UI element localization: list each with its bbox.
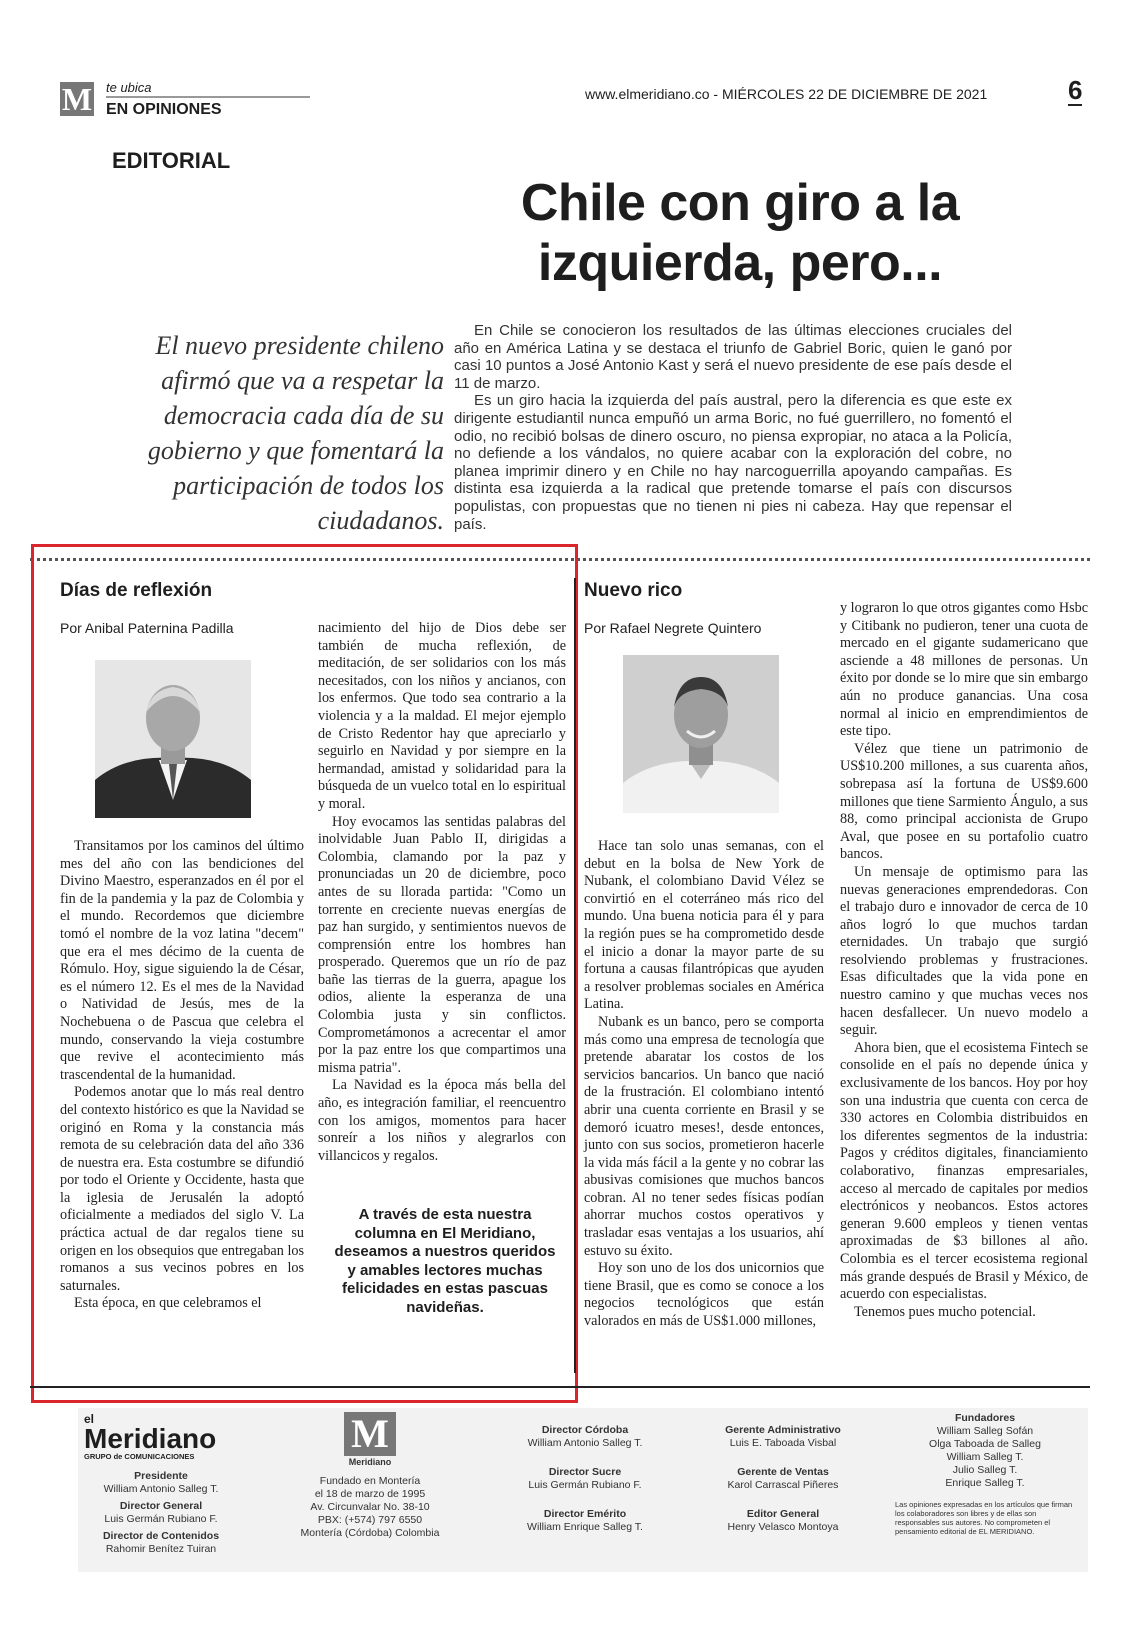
address-line: el 18 de marzo de 1995 — [314, 1488, 426, 1500]
article-column — [840, 600, 1088, 1321]
staff-name: Karol Carrascal Piñeres — [727, 1479, 839, 1491]
footer-founders-column — [895, 1412, 1075, 1536]
article-paragraph: Un mensaje de optimismo para las nuevas generaciones emprendedoras. Con el trabajo duro e innovador de cerca de 10 años logró lo que muchos tardan eternidades. Un trabajo que surgió resolviendo problemas y frustraciones. Esas dificultades que la vida pone en nuestro camino y que muchas veces nos hacen desfallecer. Un nuevo modelo a seguir. — [840, 863, 1088, 1039]
section-label: EN OPINIONES — [106, 101, 222, 118]
logo-caption: Meridiano — [348, 1457, 392, 1467]
staff-role: Gerente de Ventas — [737, 1466, 829, 1478]
editorial-body — [454, 322, 1012, 533]
article-paragraph: Transitamos por los caminos del último mes del año con las bendiciones del Divino Maestro, esperanzados en él por el fin de la pandemia y la paz de Colombia y el mundo. Recordemos que diciembre tomó el nombre de la voz latina "decem" que era el mes décimo de la cuenta de Rómulo. Hoy, sigue siguiendo la de César, es el número 12. Es el mes de la Navidad o Natividad de Jesús, mes de la Nochebuena o de Pascua que celebra el mundo, conservando la vieja costumbre que revive el acontecimiento más trascendental de la humanidad. — [60, 838, 304, 1083]
staff-name: William Enrique Salleg T. — [527, 1521, 643, 1533]
headline: Chile con giro a la izquierda, pero... — [520, 174, 960, 292]
staff-role: Presidente — [134, 1470, 188, 1482]
article-paragraph: Vélez que tiene un patrimonio de US$10.200 millones, a sus cuarenta años, sobrepasa así la fortuna de US$9.600 millones que tiene Sarmiento Ángulo, a sus 88, como principal accionista de Grupo Aval, que posee en su portafolio cuatro bancos. — [840, 740, 1088, 863]
article-paragraph: Esta época, en que celebramos el — [74, 1295, 262, 1312]
article-byline: Por Anibal Paternina Padilla — [60, 620, 234, 636]
article-paragraph: Tenemos pues mucho potencial. — [854, 1303, 1036, 1320]
column-divider — [574, 578, 576, 1373]
address-line: Av. Circunvalar No. 38-10 — [310, 1501, 430, 1513]
article-paragraph: La Navidad es la época más bella del año, es integración familiar, el reencuentro con los amigos, momentos para hacer sonreír a los niños y alegrarlos con villancicos y regalos. — [318, 1077, 566, 1164]
article-title: Días de reflexión — [60, 580, 213, 601]
footer-rule — [30, 1386, 1090, 1388]
disclaimer: Las opiniones expresadas en los artículos que firman los colaboradores son libres y de ellas son responsables sus autores. No comprometen el pensamiento editorial de EL MERIDIANO. — [895, 1500, 1073, 1536]
article-paragraph: Hoy evocamos las sentidas palabras del inolvidable Juan Pablo II, dirigidas a Colombia, clamando por la paz y pronunciadas un 20 de diciembre, poco antes de su llorada partida: "Como un torrente en creciente nuevas energías de paz han surgido, y sentimientos nuevos de comprensión entre los hombres han prosperado. Queremos que un río de paz bañe las tierras de la guerra, apague los odios, aliente la esperanza de una Colombia justa y sin conflictos. Comprometámonos a acrecentar el amor por la paz entre los que compartimos una misma patria". — [318, 813, 566, 1076]
address-line: PBX: (+574) 797 6550 — [317, 1514, 423, 1526]
founder-name: Enrique Salleg T. — [945, 1477, 1025, 1489]
header-rule — [106, 96, 310, 98]
dateline[interactable]: www.elmeridiano.co - MIÉRCOLES 22 DE DICIEMBRE DE 2021 — [585, 86, 988, 102]
staff-name: Henry Velasco Montoya — [727, 1521, 839, 1533]
founder-name: Julio Salleg T. — [952, 1464, 1018, 1476]
staff-role: Director Córdoba — [541, 1424, 629, 1436]
article-paragraph: y lograron lo que otros gigantes como Hsbc y Citibank no pudieron, tener una cuota de mercado en el gigante sudamericano que asciende a 48 millones de personas. Un éxito por donde se lo mire que sin embargo aún no produce ganancias. Una cosa normal al inicio en emprendimientos de este tipo. — [840, 600, 1088, 740]
editorial-paragraph: Es un giro hacia la izquierda del país austral, pero la diferencia es que este ex dirigente estudiantil nunca empuñó un arma Boric, no fué guerrillero, no fomentó el odio, no recibió bolsas de dinero oscuro, no piensa expropiar, no ataca a la Policía, no defiende a los vándalos, no quiere acabar con la exploración del cobre, no planea imprimir dinero y en Chile no hay narcoguerrilla apoyando campañas. Es distinta esa izquierda a la radical que pretende tomarse el país con discursos populistas, con propuestas que no tienen ni pies ni cabeza. Hay que repensar el país. — [454, 392, 1012, 533]
staff-role: Director General — [119, 1500, 203, 1512]
staff-name: Luis Germán Rubiano F. — [104, 1513, 218, 1525]
article-column — [60, 838, 304, 1313]
author-portrait-icon — [623, 655, 779, 813]
page-number: 6 — [1068, 75, 1083, 105]
address-line: Montería (Córdoba) Colombia — [300, 1527, 440, 1539]
footer-staff-column — [505, 1424, 665, 1538]
editorial-paragraph: En Chile se conocieron los resultados de las últimas elecciones cruciales del año en América Latina y se destaca el triunfo de Gabriel Boric, quien le ganó por casi 10 puntos a José Antonio Kast y será el nuevo presidente de ese país desde el 11 de marzo. — [454, 322, 1012, 392]
staff-name: Luis E. Taboada Visbal — [729, 1437, 837, 1449]
brand-logo — [84, 1412, 234, 1461]
staff-name: William Antonio Salleg T. — [527, 1437, 643, 1449]
staff-role: Director Emérito — [543, 1508, 627, 1520]
article-column — [584, 838, 824, 1331]
article-paragraph: Nubank es un banco, pero se comporta más como una empresa de tecnología que pretende abaratar los costos de los servicios bancarios. Un banco que nació de la frustración. El colombiano intentó abrir una cuenta corriente en Brasil y se demoró icuatro meses!, desde entonces, junto con sus socios, prometieron hacerle la vida más fácil a la gente y no cobrar las abusivas comisiones que muchos bancos cobran. Al no tener sedes físicas podían ahorrar muchos costos operativos y trasladar esas ventajas a los usuarios, ahí estuvo su éxito. — [584, 1013, 824, 1259]
author-photo — [623, 655, 779, 813]
brand-el: el — [84, 1412, 95, 1426]
article-paragraph: Hoy son uno de los dos unicornios que tiene Brasil, que es como se conoce a los negocios tecnológicos que están valorados en más de US$1.000 millones, — [584, 1260, 824, 1330]
staff-role: Director de Contenidos — [102, 1530, 220, 1542]
author-photo — [95, 660, 251, 818]
article-byline: Por Rafael Negrete Quintero — [584, 620, 762, 636]
author-portrait-icon — [95, 660, 251, 818]
editorial-label: EDITORIAL — [112, 148, 231, 173]
footer-staff-column — [86, 1470, 236, 1560]
founder-name: William Salleg Sofán — [936, 1425, 1034, 1437]
article-column — [318, 620, 566, 1165]
footer-address-column — [300, 1412, 440, 1540]
m-logo-icon: M — [344, 1412, 396, 1456]
staff-name: William Antonio Salleg T. — [103, 1483, 219, 1495]
logo-icon: M — [61, 81, 93, 117]
callout: A través de esta nuestra columna en El Meridiano, deseamos a nuestros queridos y amables lectores muchas felicidades en estas pascuas navideñas. — [334, 1206, 556, 1316]
staff-name: Rahomir Benítez Tuiran — [105, 1543, 217, 1555]
tagline: te ubica — [106, 80, 152, 95]
footer-staff-column — [703, 1424, 863, 1538]
article-paragraph: Hace tan solo unas semanas, con el debut en la bolsa de New York de Nubank, el colombiano David Vélez se convirtió en el coterráneo más rico del mundo. Una buena noticia para él y para la región pues se ha comprometido desde el inicio a donar la mayor parte de su fortuna a causas filantrópicas que ayuden a resolver problemas sociales en América Latina. — [584, 838, 824, 1013]
address-line: Fundado en Montería — [319, 1475, 421, 1487]
pull-quote: El nuevo presidente chileno afirmó que va a respetar la democracia cada día de su gobierno y que fomentará la participación de todos los ciudadanos. — [147, 331, 444, 535]
brand-name: Meridiano — [84, 1423, 217, 1454]
article-paragraph: Podemos anotar que lo más real dentro del contexto histórico es que la Navidad se originó en Roma y la constancia más remota de su celebración data del año 336 de nuestra era. Esta costumbre se difundió por todo el Oriente y Occidente, hasta que la iglesia de Jerusalén la adoptó oficialmente a mediados del siglo V. La práctica actual de dar regalos tiene su origen en los obsequios que entregaban los romanos a sus vecinos pobres en los saturnales. — [60, 1084, 304, 1294]
staff-name: Luis Germán Rubiano F. — [528, 1479, 642, 1491]
staff-role: Director Sucre — [548, 1466, 622, 1478]
staff-role: Editor General — [746, 1508, 820, 1520]
founder-name: Olga Taboada de Salleg — [929, 1438, 1041, 1450]
founder-name: William Salleg T. — [946, 1451, 1024, 1463]
article-paragraph: nacimiento del hijo de Dios debe ser también de mucha reflexión, de meditación, de ser solidarios con los más necesitados, con los niños y ancianos, con los enfermos. Que todo sea contrario a la violencia y a la maldad. El mejor ejemplo de Cristo Redentor hay que apreciarlo y seguirlo en Navidad y por siempre en la hermandad, amistad y solidaridad para la búsqueda de un vuelco total en lo espiritual y moral. — [318, 620, 566, 812]
founders-heading: Fundadores — [954, 1412, 1016, 1424]
article-paragraph: Ahora bien, que el ecosistema Fintech se consolide en el país no depende única y exclusivamente de los bancos. Hoy por hoy son una industria que cuenta con cerca de 330 actores en Colombia distribuidos en los diferentes segmentos de la industria: Pagos y créditos digitales, financiamiento colaborativo, finanzas empresariales, acceso al mercado de capitales por medios electrónicos y neobancos. Estos actores generan 9.600 empleos y tienen ventas aproximadas de $3 billones al año. Colombia es el tercer ecosistema regional más grande después de Brasil y México, de acuerdo con especialistas. — [840, 1039, 1088, 1303]
article-title: Nuevo rico — [584, 580, 683, 601]
brand-subtitle: GRUPO de COMUNICACIONES — [84, 1452, 195, 1461]
staff-role: Gerente Administrativo — [725, 1424, 841, 1436]
